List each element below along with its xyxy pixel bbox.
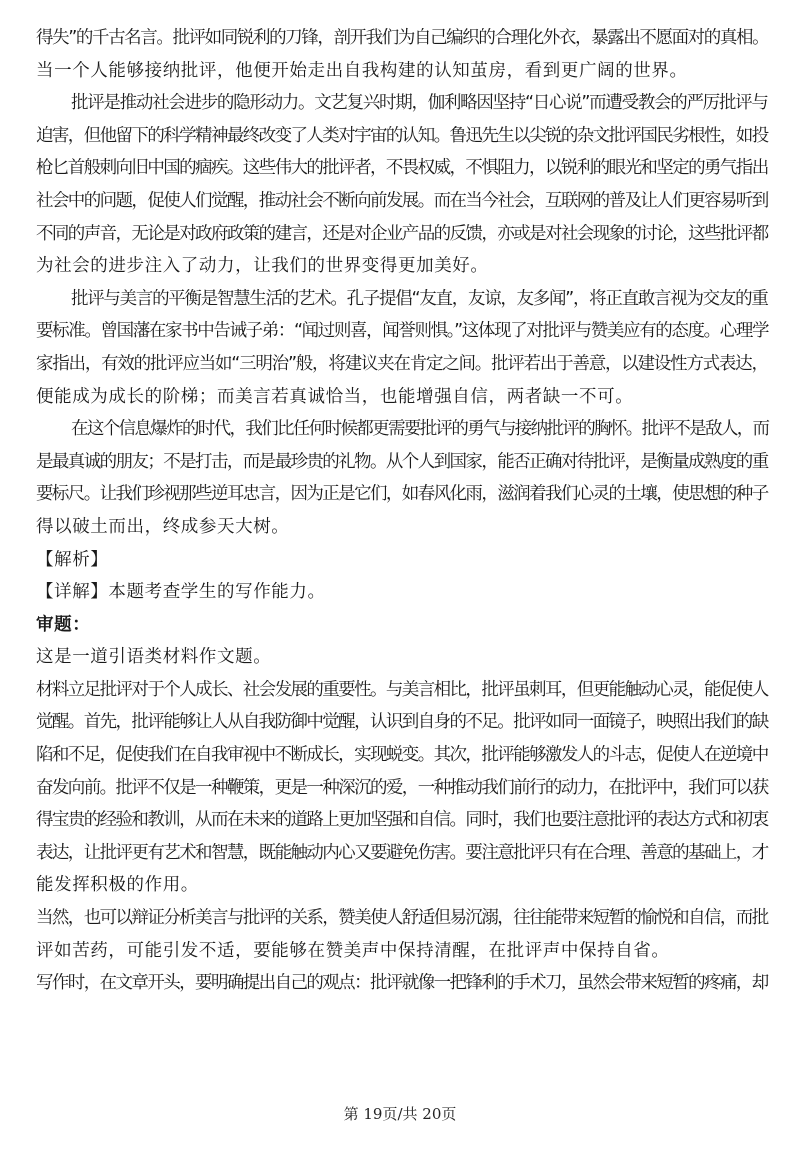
text-line: 批评是推动社会进步的隐形动力。文艺复兴时期，伽利略因坚持“日心说”而遭受教会的严厉批评与 bbox=[71, 93, 768, 114]
text-line: 得以破土而出，终成参天大树。 bbox=[36, 516, 290, 537]
text-line: 枪匕首般刺向旧中国的痼疾。这些伟大的批评者，不畏权威，不惧阻力，以锐利的眼光和坚定的勇气指出 bbox=[36, 158, 768, 179]
review-title: 审题： bbox=[36, 614, 91, 635]
text-line: 当一个人能够接纳批评，他便开始走出自我构建的认知茧房，看到更广阔的世界。 bbox=[36, 60, 688, 81]
analysis-header: 【解析】 bbox=[36, 549, 109, 570]
review-intro: 这是一道引语类材料作文题。 bbox=[36, 647, 272, 668]
text-line: 能发挥积极的作用。 bbox=[36, 875, 199, 896]
text-line: 奋发向前。批评不仅是一种鞭策，更是一种深沉的爱，一种推动我们前行的动力，在批评中，我们可以获 bbox=[36, 777, 768, 798]
page-number: 第 19页/共 20页 bbox=[343, 1105, 457, 1123]
text-line: 迫害，但他留下的科学精神最终改变了人类对宇宙的认知。鲁迅先生以尖锐的杂文批评国民劣根性，如投 bbox=[36, 125, 768, 146]
text-line: 是最真诚的朋友；不是打击，而是最珍贵的礼物。从个人到国家，能否正确对待批评，是衡量成熟度的重 bbox=[36, 451, 768, 472]
text-line: 得宝贵的经验和教训，从而在未来的道路上更加坚强和自信。同时，我们也要注意批评的表达方式和初衷 bbox=[36, 810, 768, 831]
text-line: 在这个信息爆炸的时代，我们比任何时候都更需要批评的勇气与接纳批评的胸怀。批评不是敌人，而 bbox=[71, 419, 769, 440]
text-line: 不同的声音，无论是对政府政策的建言，还是对企业产品的反馈，亦或是对社会现象的讨论，这些批评都 bbox=[36, 223, 768, 244]
text-line: 陷和不足，促使我们在自我审视中不断成长，实现蜕变。其次，批评能够激发人的斗志，促使人在逆境中 bbox=[36, 745, 768, 766]
text-line: 当然，也可以辩证分析美言与批评的关系，赞美使人舒适但易沉溺，往往能带来短暂的愉悦和自信，而批 bbox=[36, 908, 768, 929]
text-line: 社会中的问题，促使人们觉醒，推动社会不断向前发展。而在当今社会，互联网的普及让人们更容易听到 bbox=[36, 190, 768, 211]
document-page bbox=[36, 0, 768, 1000]
text-line: 要标准。曾国藩在家书中告诫子弟：“闻过则喜，闻誉则惧。”这体现了对批评与赞美应有的态度。心理学 bbox=[36, 321, 769, 342]
text-line: 评如苦药，可能引发不适，要能够在赞美声中保持清醒，在批评声中保持自省。 bbox=[36, 940, 670, 961]
text-line: 觉醒。首先，批评能够让人从自我防御中觉醒，认识到自身的不足。批评如同一面镜子，映照出我们的缺 bbox=[36, 712, 768, 733]
text-line: 要标尺。让我们珍视那些逆耳忠言，因为正是它们，如春风化雨，滋润着我们心灵的土壤，使思想的种子 bbox=[36, 484, 768, 505]
text-line: 表达，让批评更有艺术和智慧，既能触动内心又要避免伤害。要注意批评只有在合理、善意的基础上，才 bbox=[36, 842, 768, 863]
text-line: 材料立足批评对于个人成长、社会发展的重要性。与美言相比，批评虽刺耳，但更能触动心灵，能促使人 bbox=[36, 679, 768, 700]
text-line: 便能成为成长的阶梯；而美言若真诚恰当，也能增强自信，两者缺一不可。 bbox=[36, 386, 634, 407]
analysis-detail: 【详解】本题考查学生的写作能力。 bbox=[36, 582, 326, 603]
text-line: 为社会的进步注入了动力，让我们的世界变得更加美好。 bbox=[36, 256, 489, 277]
text-line: 得失”的千古名言。批评如同锐利的刀锋，剖开我们为自己编织的合理化外衣，暴露出不愿面对的真相。 bbox=[36, 28, 769, 48]
text-line: 批评与美言的平衡是智慧生活的艺术。孔子提倡“友直，友谅，友多闻”，将正直敢言视为交友的重 bbox=[71, 288, 768, 309]
text-line: 写作时，在文章开头，要明确提出自己的观点：批评就像一把锋利的手术刀，虽然会带来短暂的疼痛，却 bbox=[36, 973, 768, 994]
text-line: 家指出，有效的批评应当如“三明治”般，将建议夹在肯定之间。批评若出于善意，以建设性方式表达， bbox=[36, 353, 768, 374]
